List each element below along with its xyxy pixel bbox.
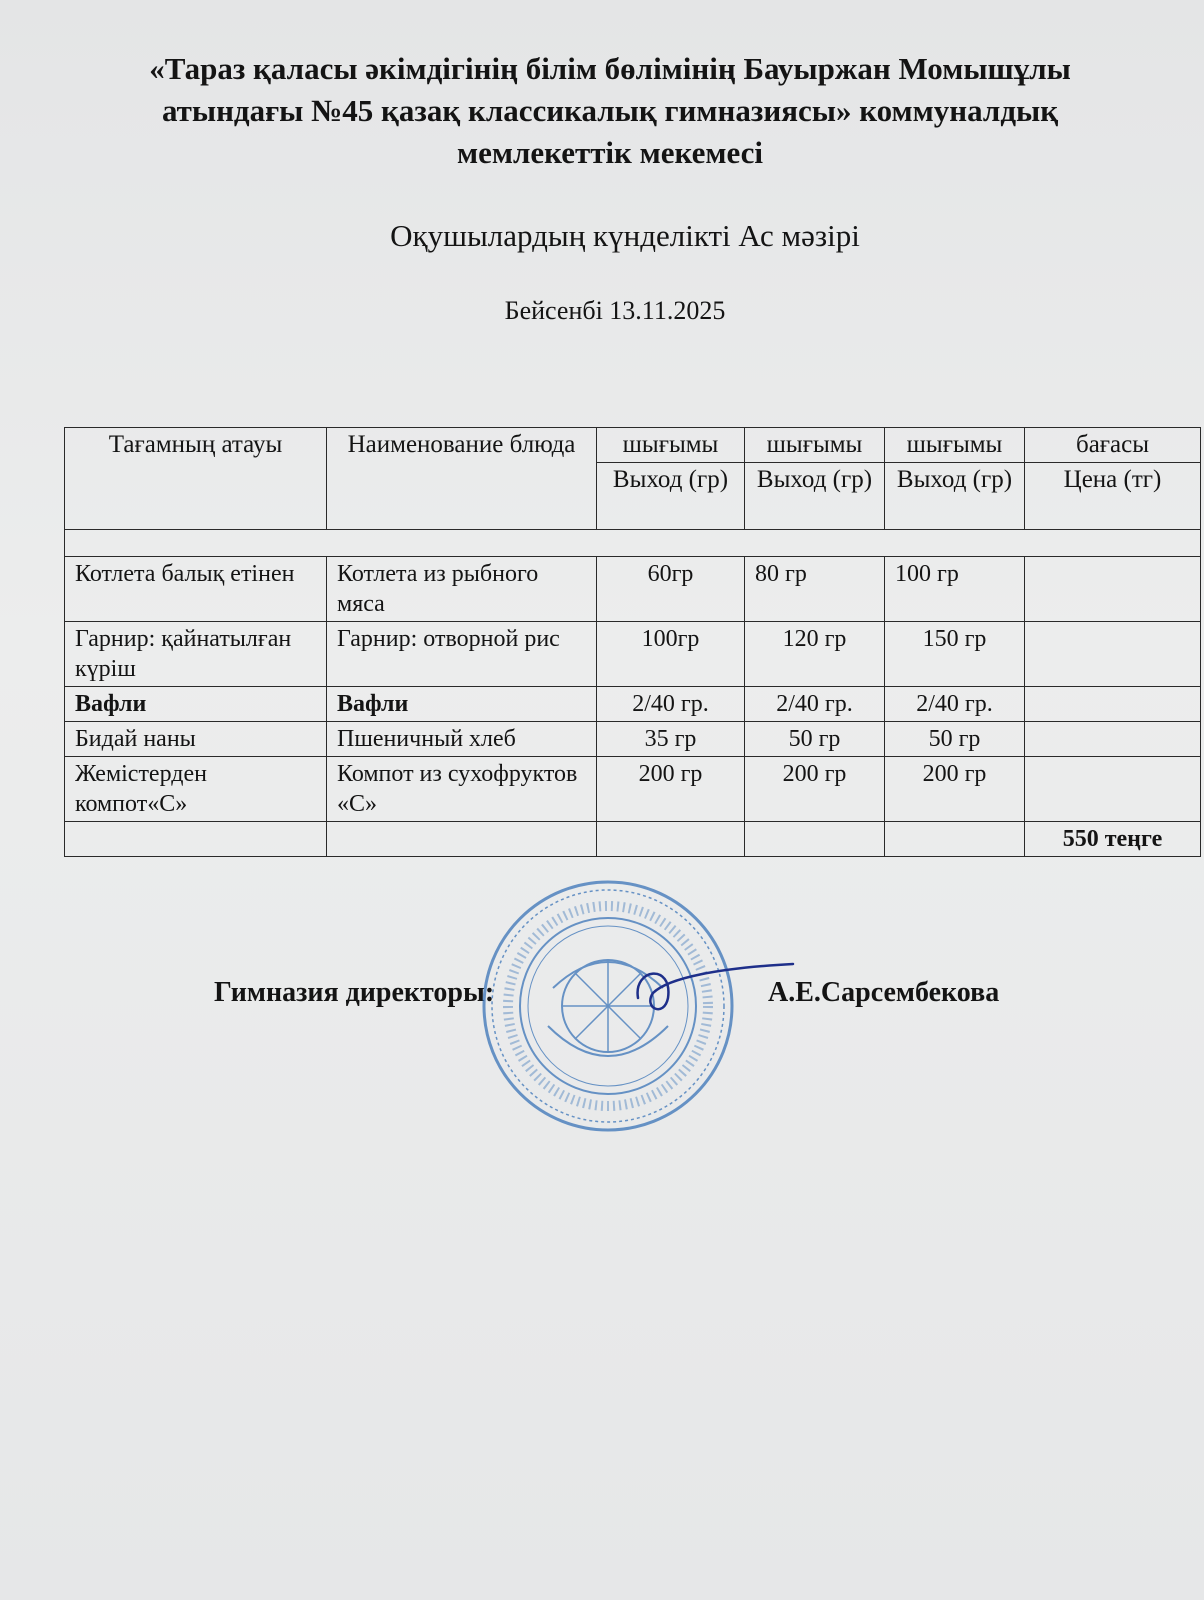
empty-cell — [327, 822, 597, 857]
dish-ru: Котлета из рыбного мяса — [327, 557, 597, 622]
handwritten-signature-icon — [628, 958, 798, 1028]
price — [1025, 722, 1201, 757]
dish-ru: Гарнир: отворной рис — [327, 622, 597, 687]
table-row — [65, 722, 1201, 757]
yield-2: 2/40 гр. — [745, 687, 885, 722]
yield-2: 120 гр — [745, 622, 885, 687]
empty-cell — [885, 822, 1025, 857]
yield-3: 2/40 гр. — [885, 687, 1025, 722]
dish-kz: Котлета балық етінен — [65, 557, 327, 622]
menu-table — [64, 427, 1201, 857]
yield-1: 200 гр — [597, 757, 745, 822]
table-total-row — [65, 822, 1201, 857]
yield-3: 200 гр — [885, 757, 1025, 822]
table-empty-row — [65, 530, 1201, 557]
header-yield-ru-1: Выход (гр) — [597, 463, 745, 530]
price — [1025, 622, 1201, 687]
dish-kz: Жемістерден компот«С» — [65, 757, 327, 822]
table-row — [65, 757, 1201, 822]
menu-title: Оқушылардың күнделікті Ас мәзірі — [390, 218, 860, 253]
table-row — [65, 557, 1201, 622]
total-price: 550 теңге — [1025, 822, 1201, 857]
table-row — [65, 687, 1201, 722]
dish-ru: Пшеничный хлеб — [327, 722, 597, 757]
empty-cell — [745, 822, 885, 857]
header-yield-kz-1: шығымы — [597, 428, 745, 463]
table-row — [65, 622, 1201, 687]
yield-2: 50 гр — [745, 722, 885, 757]
header-line-2: атындағы №45 қазақ классикалық гимназиясы» коммуналдық — [161, 93, 1059, 128]
header-yield-kz-2: шығымы — [745, 428, 885, 463]
dish-kz: Вафли — [65, 687, 327, 722]
yield-1: 2/40 гр. — [597, 687, 745, 722]
header-yield-ru-3: Выход (гр) — [885, 463, 1025, 530]
empty-cell — [65, 822, 327, 857]
header-yield-kz-3: шығымы — [885, 428, 1025, 463]
header-price-ru: Цена (тг) — [1025, 463, 1201, 530]
header-line-3: мемлекеттік мекемесі — [456, 135, 764, 170]
price — [1025, 557, 1201, 622]
director-label: Гимназия директоры: — [214, 977, 495, 1008]
menu-date: Бейсенбі 13.11.2025 — [504, 296, 726, 325]
yield-1: 100гр — [597, 622, 745, 687]
dish-ru: Вафли — [327, 687, 597, 722]
empty-cell — [597, 822, 745, 857]
dish-kz: Бидай наны — [65, 722, 327, 757]
price — [1025, 687, 1201, 722]
director-name: А.Е.Сарсембекова — [768, 977, 1000, 1008]
yield-3: 150 гр — [885, 622, 1025, 687]
price — [1025, 757, 1201, 822]
yield-3: 50 гр — [885, 722, 1025, 757]
yield-1: 35 гр — [597, 722, 745, 757]
header-price-kz: бағасы — [1025, 428, 1201, 463]
header-name-ru: Наименование блюда — [327, 428, 597, 530]
yield-2: 80 гр — [745, 557, 885, 622]
table-header-row — [65, 428, 1201, 463]
institution-header — [80, 48, 1140, 174]
yield-1: 60гр — [597, 557, 745, 622]
dish-ru: Компот из сухофруктов «С» — [327, 757, 597, 822]
yield-3: 100 гр — [885, 557, 1025, 622]
header-yield-ru-2: Выход (гр) — [745, 463, 885, 530]
empty-cell — [65, 530, 1201, 557]
dish-kz: Гарнир: қайнатылған күріш — [65, 622, 327, 687]
header-line-1: «Тараз қаласы әкімдігінің білім бөлімінің Бауыржан Момышұлы — [149, 51, 1071, 86]
yield-2: 200 гр — [745, 757, 885, 822]
header-name-kz: Тағамның атауы — [65, 428, 327, 530]
